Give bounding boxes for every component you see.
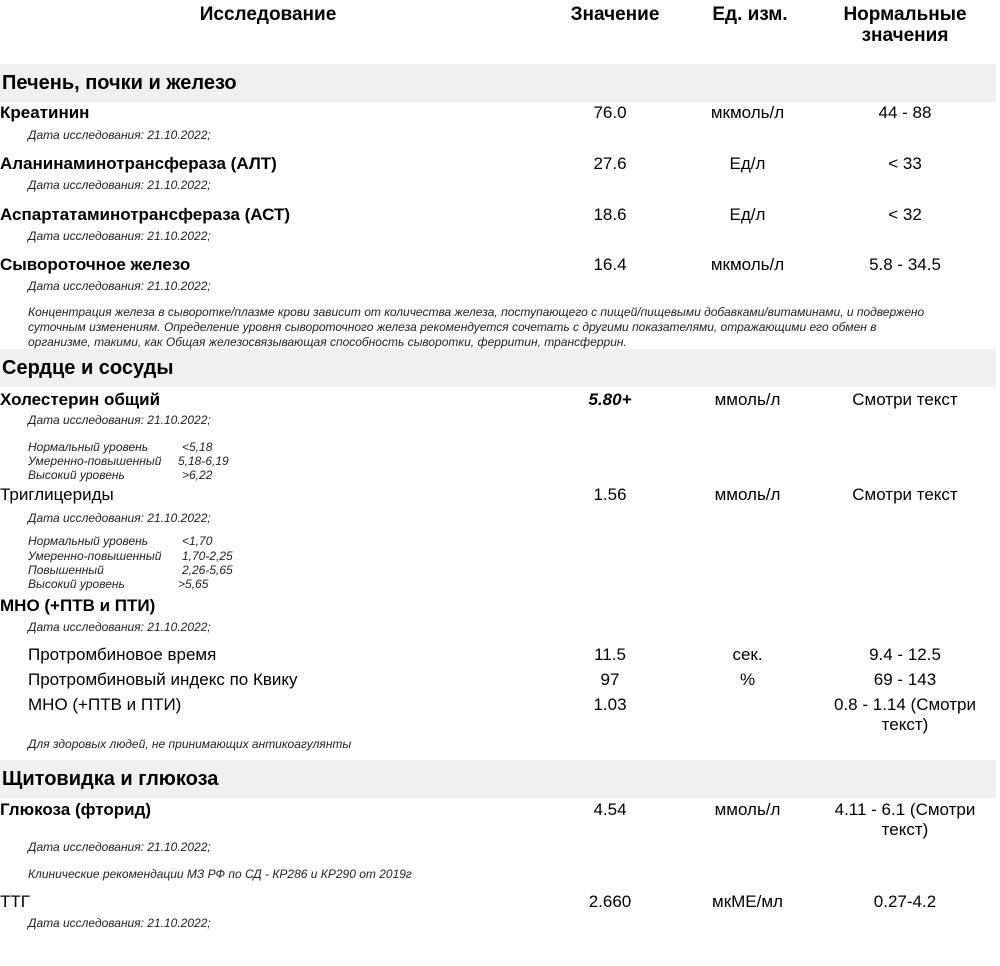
test-name-iron: Сывороточное железо (0, 255, 191, 274)
test-unit: мкмоль/л (710, 103, 785, 122)
iron-note-line1: Концентрация железа в сыворотке/плазме крови зависит от количества железа, поступающего с пищей/пищевыми добавками/витаминами, и подвержено (28, 305, 925, 319)
subtest-norm: 0.8 - 1.14 (Смотри текст) (834, 695, 976, 734)
test-norm: 4.11 - 6.1 (Смотри текст) (834, 800, 976, 839)
test-date: Дата исследования: 21.10.2022; (28, 128, 211, 142)
test-norm: < 32 (888, 205, 922, 224)
test-name-mno: МНО (+ПТВ и ПТИ) (0, 596, 156, 615)
test-date: Дата исследования: 21.10.2022; (28, 840, 211, 854)
test-unit: мкМЕ/мл (712, 892, 783, 911)
test-value: 27.6 (593, 154, 627, 173)
header-norm-line2: значения (861, 25, 949, 46)
header-norm-line1: Нормальные (843, 4, 967, 25)
subtest-unit: % (739, 670, 756, 689)
subtest-value: 1.03 (593, 695, 627, 714)
test-date: Дата исследования: 21.10.2022; (28, 178, 211, 192)
ref-label: Повышенный (28, 563, 104, 577)
test-name-alt: Аланинаминотрансфераза (АЛТ) (0, 154, 277, 173)
subtest-norm: 69 - 143 (873, 670, 937, 689)
test-norm: Смотри текст (852, 485, 958, 504)
ref-range: <1,70 (182, 534, 213, 548)
iron-note-line3: организме, такими, как Общая железосвязывающая способность сыворотки, ферритин, трансферрин. (28, 335, 627, 349)
section-title-liver: Печень, почки и железо (2, 72, 237, 94)
ref-range: 2,26-5,65 (182, 563, 233, 577)
test-norm: 44 - 88 (878, 103, 932, 122)
test-value: 16.4 (593, 255, 627, 274)
test-value-flagged: 5.80+ (588, 390, 632, 409)
subtest-unit: сек. (732, 645, 763, 664)
test-unit: Ед/л (729, 154, 766, 173)
ref-label: Умеренно-повышенный (28, 454, 162, 468)
test-unit: ммоль/л (714, 485, 781, 504)
test-name-ast: Аспартатаминотрансфераза (АСТ) (0, 205, 291, 224)
test-norm: < 33 (888, 154, 922, 173)
test-norm: Смотри текст (852, 390, 958, 409)
ref-range: >5,65 (178, 577, 209, 591)
subtest-name-pt: Протромбиновое время (28, 645, 217, 664)
header-test: Исследование (199, 4, 337, 25)
ref-label: Высокий уровень (28, 577, 125, 591)
mno-note: Для здоровых людей, не принимающих антикоагулянты (28, 737, 352, 751)
subtest-value: 11.5 (594, 645, 626, 664)
subtest-name-quick: Протромбиновый индекс по Квику (28, 670, 298, 689)
test-unit: мкмоль/л (710, 255, 785, 274)
test-unit: Ед/л (729, 205, 766, 224)
test-unit: ммоль/л (714, 390, 781, 409)
section-title-heart: Сердце и сосуды (2, 357, 174, 379)
test-value: 18.6 (593, 205, 627, 224)
test-norm: 0.27-4.2 (873, 892, 937, 911)
iron-note-line2: суточным изменениям. Определение уровня сывороточного железа рекомендуется сочетать с другими показателями, отражающими его обмен в (28, 320, 877, 334)
test-value: 1.56 (593, 485, 627, 504)
subtest-name-inr: МНО (+ПТВ и ПТИ) (28, 695, 182, 714)
ref-range: 1,70-2,25 (182, 549, 233, 563)
test-date: Дата исследования: 21.10.2022; (28, 279, 211, 293)
header-unit: Ед. изм. (712, 4, 788, 25)
test-date: Дата исследования: 21.10.2022; (28, 229, 211, 243)
test-date: Дата исследования: 21.10.2022; (28, 620, 211, 634)
ref-label: Высокий уровень (28, 468, 125, 482)
test-date: Дата исследования: 21.10.2022; (28, 413, 211, 427)
ref-range: <5,18 (182, 440, 213, 454)
header-norm (820, 4, 990, 46)
test-name-creatinine: Креатинин (0, 103, 90, 122)
test-value: 76.0 (593, 103, 627, 122)
test-name-triglycerides: Триглицериды (0, 485, 114, 504)
test-date: Дата исследования: 21.10.2022; (28, 916, 211, 930)
test-norm: 5.8 - 34.5 (869, 255, 941, 274)
test-date: Дата исследования: 21.10.2022; (28, 511, 211, 525)
test-name-glucose: Глюкоза (фторид) (0, 800, 152, 819)
subtest-norm: 9.4 - 12.5 (869, 645, 941, 664)
ref-range: >6,22 (182, 468, 213, 482)
section-title-thyroid: Щитовидка и глюкоза (2, 768, 219, 790)
ref-range: 5,18-6,19 (178, 454, 229, 468)
subtest-value: 97 (600, 670, 620, 689)
ref-label: Нормальный уровень (28, 534, 149, 548)
ref-label: Нормальный уровень (28, 440, 149, 454)
test-unit: ммоль/л (714, 800, 781, 819)
ref-label: Умеренно-повышенный (28, 549, 162, 563)
test-value: 2.660 (588, 892, 632, 911)
test-name-tsh: ТТГ (0, 892, 30, 911)
test-value: 4.54 (593, 800, 627, 819)
glucose-note: Клинические рекомендации МЗ РФ по СД - КР286 и КР290 от 2019г (28, 867, 412, 881)
test-name-cholesterol: Холестерин общий (0, 390, 161, 409)
header-value: Значение (570, 4, 660, 25)
